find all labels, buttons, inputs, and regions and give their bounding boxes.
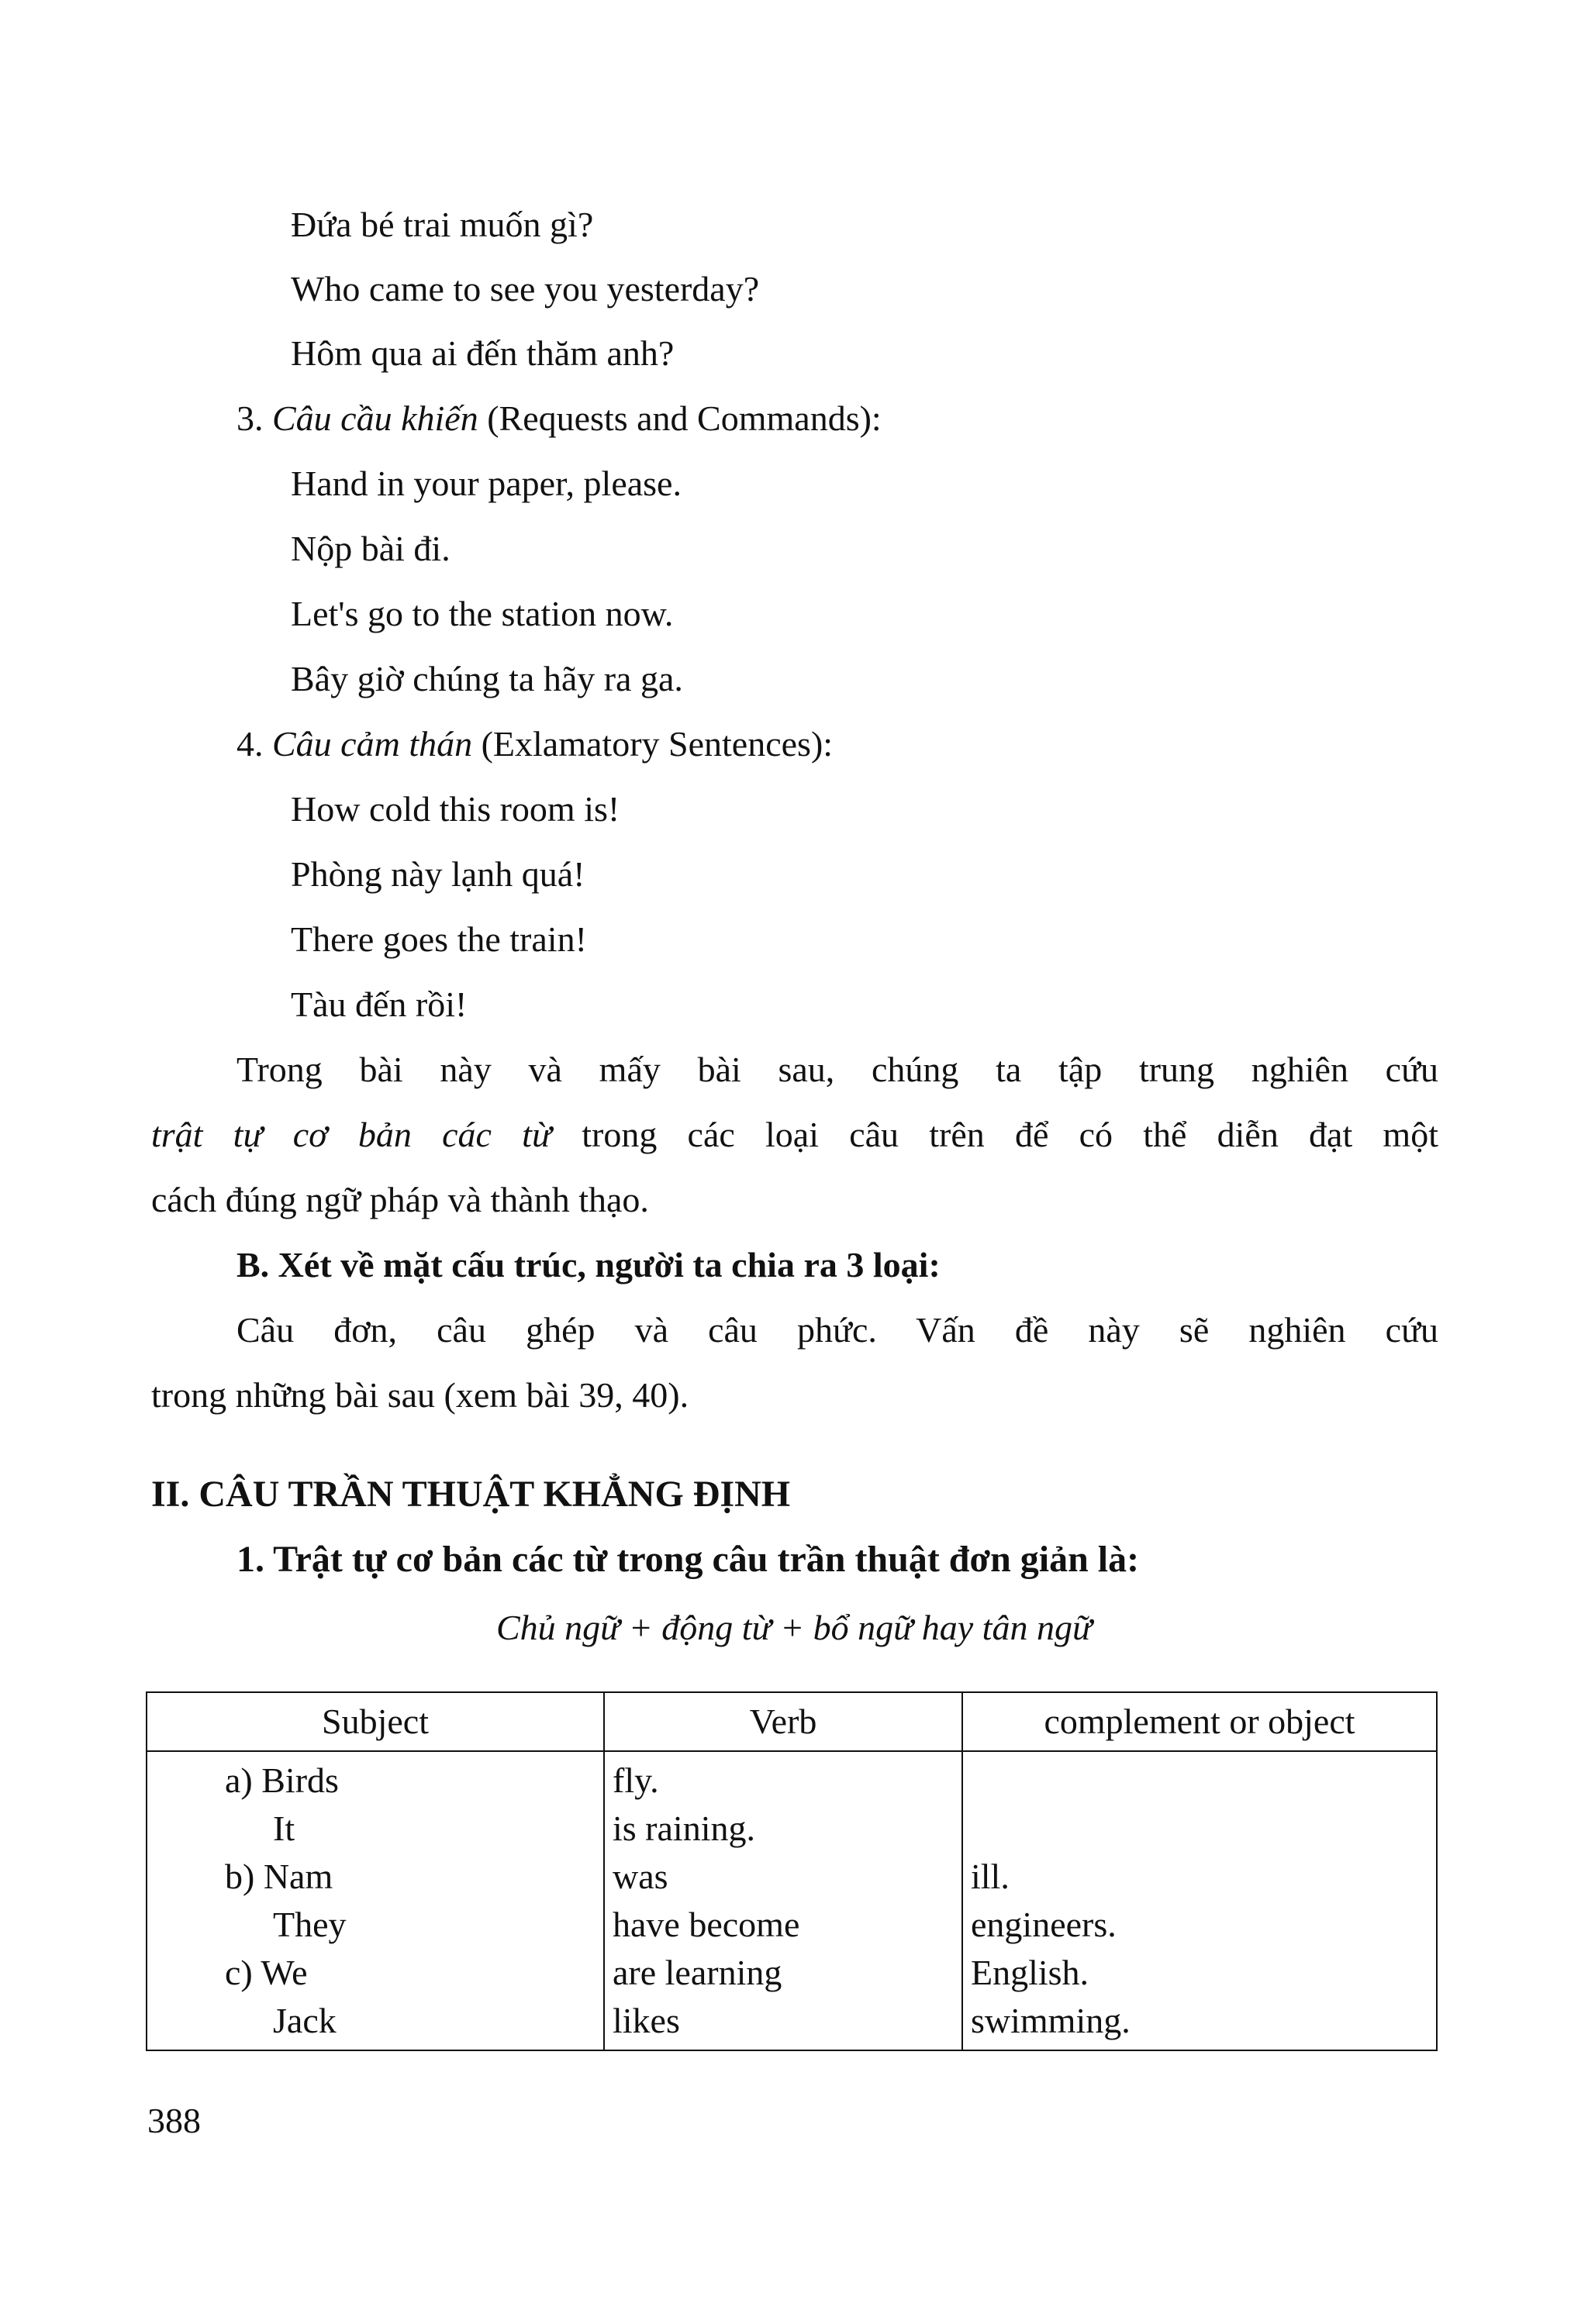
- example-line: Đứa bé trai muốn gì?: [291, 205, 594, 244]
- subject-cell: Jack: [273, 2001, 337, 2040]
- example-line: How cold this room is!: [291, 789, 620, 829]
- subject-cell: a) Birds: [225, 1760, 339, 1800]
- example-line: Hôm qua ai đến thăm anh?: [291, 333, 675, 373]
- table-header-row: [147, 1692, 1437, 1751]
- subject-cell: b) Nam: [225, 1857, 333, 1896]
- page-number: 388: [147, 2101, 201, 2140]
- subject-cell: They: [273, 1905, 347, 1944]
- verb-cell: is raining.: [613, 1809, 755, 1848]
- verb-cell: fly.: [613, 1760, 659, 1800]
- section-ii-heading: II. CÂU TRẦN THUẬT KHẲNG ĐỊNH: [151, 1474, 791, 1515]
- example-line: Tàu đến rồi!: [291, 984, 468, 1024]
- item-description: (Requests and Commands):: [487, 398, 882, 438]
- verb-cell: likes: [613, 2001, 680, 2040]
- sentence-structure-table: [146, 1691, 1438, 2051]
- paragraph-line: [151, 1113, 1438, 1157]
- complement-cell: engineers.: [971, 1905, 1117, 1944]
- example-line: Who came to see you yesterday?: [291, 269, 760, 309]
- complement-cell: swimming.: [971, 2001, 1131, 2040]
- paragraph-line: trong những bài sau (xem bài 39, 40).: [151, 1375, 689, 1415]
- column-header-verb: Verb: [604, 1692, 962, 1751]
- column-header-subject: Subject: [147, 1692, 604, 1751]
- table-body-row: [147, 1751, 1437, 2050]
- list-item-3: [236, 397, 882, 440]
- paragraph-text: trong các loại câu trên để có thể diễn đạt một: [551, 1115, 1438, 1154]
- section-b-heading: B. Xét về mặt cấu trúc, người ta chia ra 3 loại:: [236, 1245, 941, 1284]
- verb-cell: have become: [613, 1905, 800, 1944]
- paragraph-line: cách đúng ngữ pháp và thành thạo.: [151, 1180, 649, 1219]
- subject-cell: It: [273, 1809, 295, 1848]
- paragraph-line: Trong bài này và mấy bài sau, chúng ta tập trung nghiên cứu: [236, 1050, 1438, 1089]
- example-line: Hand in your paper, please.: [291, 464, 682, 503]
- example-line: Let's go to the station now.: [291, 594, 674, 633]
- item-number: 3.: [236, 398, 264, 438]
- formula-line: Chủ ngữ + động từ + bổ ngữ hay tân ngữ: [495, 1608, 1093, 1647]
- example-line: There goes the train!: [291, 919, 587, 959]
- item-number: 4.: [236, 724, 264, 764]
- complement-cell: English.: [971, 1953, 1089, 1992]
- item-term: Câu cảm thán: [272, 724, 473, 764]
- verb-column: [604, 1751, 962, 2050]
- emphasis-text: trật tự cơ bản các từ: [151, 1115, 552, 1154]
- verb-cell: are learning: [613, 1953, 782, 1992]
- verb-cell: was: [613, 1857, 668, 1896]
- item-term: Câu cầu khiến: [272, 398, 478, 438]
- example-line: Phòng này lạnh quá!: [291, 854, 585, 894]
- item-description: (Exlamatory Sentences):: [481, 724, 834, 764]
- example-line: Bây giờ chúng ta hãy ra ga.: [291, 659, 683, 698]
- example-line: Nộp bài đi.: [291, 529, 451, 568]
- paragraph-line: Câu đơn, câu ghép và câu phức. Vấn đề này sẽ nghiên cứu: [236, 1310, 1438, 1350]
- complement-cell: [971, 1805, 1428, 1853]
- complement-cell: ill.: [971, 1857, 1010, 1896]
- subsection-heading: 1. Trật tự cơ bản các từ trong câu trần thuật đơn giản là:: [236, 1539, 1140, 1580]
- subject-cell: c) We: [225, 1953, 308, 1992]
- list-item-4: [236, 722, 833, 766]
- complement-column: [962, 1751, 1437, 2050]
- column-header-complement: complement or object: [962, 1692, 1437, 1751]
- subject-column: [147, 1751, 604, 2050]
- complement-cell: [971, 1757, 1428, 1805]
